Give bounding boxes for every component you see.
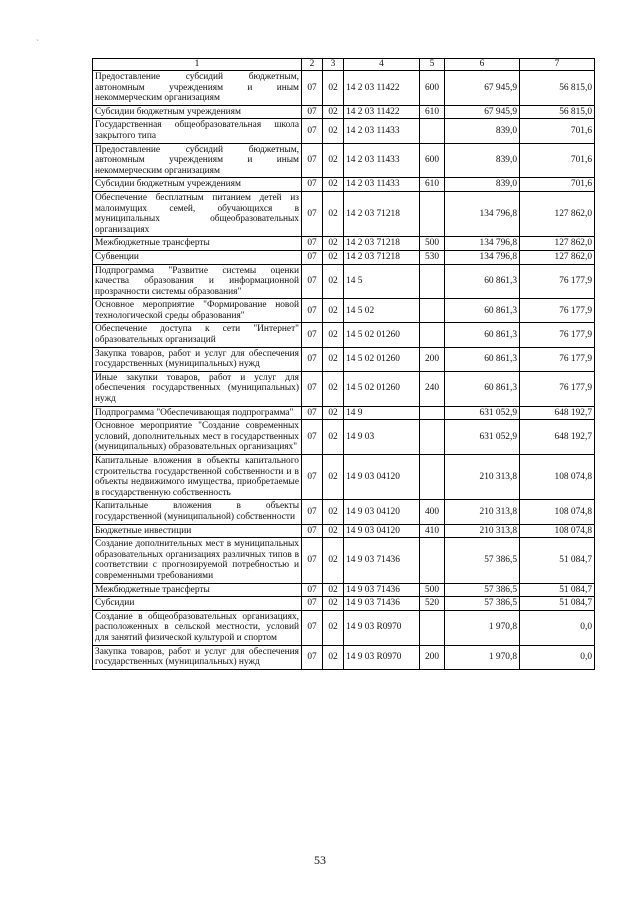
cell-name: Создание дополнительных мест в муниципальных образовательных организациях различных типов в соответствии с прогнозируемой потребностью и современными требованиями xyxy=(93,538,302,583)
cell-section: 07 xyxy=(302,597,323,611)
cell-target-article: 14 9 03 71436 xyxy=(344,583,420,597)
cell-amount-year1: 60 861,3 xyxy=(445,299,520,323)
cell-amount-year2: 127 862,0 xyxy=(520,250,595,264)
cell-target-article: 14 2 03 11422 xyxy=(344,71,420,106)
column-header: 4 xyxy=(344,59,420,71)
cell-amount-year1: 134 796,8 xyxy=(445,191,520,236)
cell-amount-year1: 839,0 xyxy=(445,119,520,143)
cell-name: Предоставление субсидий бюджетным, автономным учреждениям и иным некоммерческим организациям xyxy=(93,143,302,178)
cell-section: 07 xyxy=(302,610,323,645)
cell-target-article: 14 9 03 71436 xyxy=(344,538,420,583)
cell-subsection: 02 xyxy=(323,500,344,524)
cell-section: 07 xyxy=(302,323,323,347)
cell-section: 07 xyxy=(302,406,323,420)
cell-section: 07 xyxy=(302,237,323,251)
cell-amount-year1: 57 386,5 xyxy=(445,597,520,611)
cell-amount-year2: 76 177,9 xyxy=(520,299,595,323)
cell-subsection: 02 xyxy=(323,191,344,236)
table-row xyxy=(93,347,595,371)
cell-section: 07 xyxy=(302,119,323,143)
cell-name: Основное мероприятие "Формирование новой технологической среды образования" xyxy=(93,299,302,323)
cell-target-article: 14 2 03 11433 xyxy=(344,143,420,178)
cell-target-article: 14 9 xyxy=(344,406,420,420)
table-row xyxy=(93,524,595,538)
cell-amount-year1: 60 861,3 xyxy=(445,264,520,299)
cell-name: Обеспечение доступа к сети "Интернет" образовательных организаций xyxy=(93,323,302,347)
cell-section: 07 xyxy=(302,347,323,371)
table-row xyxy=(93,264,595,299)
cell-expense-type xyxy=(420,323,445,347)
cell-target-article: 14 2 03 71218 xyxy=(344,191,420,236)
cell-section: 07 xyxy=(302,143,323,178)
cell-amount-year1: 839,0 xyxy=(445,178,520,192)
cell-amount-year2: 51 084,7 xyxy=(520,538,595,583)
cell-expense-type xyxy=(420,420,445,455)
cell-subsection: 02 xyxy=(323,583,344,597)
cell-amount-year2: 76 177,9 xyxy=(520,264,595,299)
cell-expense-type: 610 xyxy=(420,178,445,192)
table-row xyxy=(93,119,595,143)
cell-amount-year2: 76 177,9 xyxy=(520,371,595,406)
table-row xyxy=(93,105,595,119)
cell-amount-year2: 76 177,9 xyxy=(520,347,595,371)
cell-section: 07 xyxy=(302,191,323,236)
cell-expense-type: 500 xyxy=(420,237,445,251)
cell-expense-type: 400 xyxy=(420,500,445,524)
table-row xyxy=(93,143,595,178)
table-row xyxy=(93,583,595,597)
cell-amount-year1: 60 861,3 xyxy=(445,371,520,406)
cell-name: Закупка товаров, работ и услуг для обеспечения государственных (муниципальных) нужд xyxy=(93,347,302,371)
cell-expense-type: 600 xyxy=(420,71,445,106)
cell-amount-year1: 631 052,9 xyxy=(445,420,520,455)
cell-amount-year1: 67 945,9 xyxy=(445,71,520,106)
cell-amount-year2: 701,6 xyxy=(520,178,595,192)
budget-table xyxy=(92,58,595,670)
column-header: 5 xyxy=(420,59,445,71)
cell-amount-year1: 67 945,9 xyxy=(445,105,520,119)
cell-target-article: 14 2 03 71218 xyxy=(344,250,420,264)
cell-name: Закупка товаров, работ и услуг для обеспечения государственных (муниципальных) нужд xyxy=(93,645,302,669)
cell-amount-year2: 108 074,8 xyxy=(520,524,595,538)
cell-subsection: 02 xyxy=(323,264,344,299)
cell-section: 07 xyxy=(302,71,323,106)
cell-amount-year1: 60 861,3 xyxy=(445,323,520,347)
cell-amount-year1: 57 386,5 xyxy=(445,583,520,597)
table-row xyxy=(93,178,595,192)
cell-target-article: 14 9 03 R0970 xyxy=(344,645,420,669)
table-row xyxy=(93,500,595,524)
cell-subsection: 02 xyxy=(323,347,344,371)
cell-target-article: 14 5 02 01260 xyxy=(344,323,420,347)
cell-amount-year2: 51 084,7 xyxy=(520,583,595,597)
table-row xyxy=(93,371,595,406)
table-row xyxy=(93,71,595,106)
cell-name: Бюджетные инвестиции xyxy=(93,524,302,538)
column-header: 2 xyxy=(302,59,323,71)
cell-target-article: 14 2 03 11422 xyxy=(344,105,420,119)
cell-name: Обеспечение бесплатным питанием детей из малоимущих семей, обучающихся в муниципальных общеобразовательных организациях xyxy=(93,191,302,236)
cell-section: 07 xyxy=(302,645,323,669)
cell-target-article: 14 9 03 R0970 xyxy=(344,610,420,645)
cell-amount-year2: 56 815,0 xyxy=(520,105,595,119)
table-row xyxy=(93,420,595,455)
cell-amount-year2: 108 074,8 xyxy=(520,455,595,500)
cell-section: 07 xyxy=(302,500,323,524)
cell-expense-type: 520 xyxy=(420,597,445,611)
cell-name: Предоставление субсидий бюджетным, автономным учреждениям и иным некоммерческим организациям xyxy=(93,71,302,106)
cell-subsection: 02 xyxy=(323,538,344,583)
page-number: 53 xyxy=(314,853,326,867)
table-row xyxy=(93,250,595,264)
table-row xyxy=(93,191,595,236)
cell-amount-year2: 0,0 xyxy=(520,610,595,645)
cell-name: Капитальные вложения в объекты капитального строительства государственной собственности и в объекты недвижимого имущества, приобретаемые в государственную собственность xyxy=(93,455,302,500)
cell-amount-year1: 631 052,9 xyxy=(445,406,520,420)
cell-subsection: 02 xyxy=(323,71,344,106)
cell-expense-type xyxy=(420,264,445,299)
cell-target-article: 14 5 xyxy=(344,264,420,299)
cell-expense-type: 200 xyxy=(420,347,445,371)
cell-name: Межбюджетные трансферты xyxy=(93,237,302,251)
cell-amount-year1: 60 861,3 xyxy=(445,347,520,371)
cell-section: 07 xyxy=(302,250,323,264)
cell-target-article: 14 2 03 11433 xyxy=(344,119,420,143)
cell-section: 07 xyxy=(302,105,323,119)
cell-target-article: 14 5 02 01260 xyxy=(344,371,420,406)
table-row xyxy=(93,323,595,347)
cell-name: Иные закупки товаров, работ и услуг для обеспечения государственных (муниципальных) нужд xyxy=(93,371,302,406)
cell-amount-year2: 127 862,0 xyxy=(520,191,595,236)
cell-subsection: 02 xyxy=(323,371,344,406)
cell-target-article: 14 9 03 04120 xyxy=(344,524,420,538)
table-row xyxy=(93,597,595,611)
cell-section: 07 xyxy=(302,264,323,299)
cell-expense-type xyxy=(420,119,445,143)
cell-subsection: 02 xyxy=(323,420,344,455)
cell-amount-year2: 56 815,0 xyxy=(520,71,595,106)
cell-amount-year1: 1 970,8 xyxy=(445,610,520,645)
cell-expense-type: 600 xyxy=(420,143,445,178)
cell-target-article: 14 9 03 04120 xyxy=(344,455,420,500)
cell-target-article: 14 2 03 71218 xyxy=(344,237,420,251)
cell-target-article: 14 5 02 xyxy=(344,299,420,323)
cell-amount-year2: 0,0 xyxy=(520,645,595,669)
cell-name: Основное мероприятие "Создание современных условий, дополнительных мест в государственных (муниципальных) образовательных организациях" xyxy=(93,420,302,455)
cell-section: 07 xyxy=(302,371,323,406)
table-body xyxy=(93,71,595,670)
cell-amount-year2: 701,6 xyxy=(520,143,595,178)
cell-expense-type xyxy=(420,610,445,645)
cell-name: Субсидии бюджетным учреждениям xyxy=(93,178,302,192)
table-row xyxy=(93,610,595,645)
cell-subsection: 02 xyxy=(323,455,344,500)
cell-name: Подпрограмма "Развитие системы оценки качества образования и информационной прозрачности системы образования" xyxy=(93,264,302,299)
cell-subsection: 02 xyxy=(323,105,344,119)
cell-expense-type: 610 xyxy=(420,105,445,119)
table-row xyxy=(93,237,595,251)
cell-expense-type xyxy=(420,191,445,236)
cell-section: 07 xyxy=(302,178,323,192)
cell-subsection: 02 xyxy=(323,178,344,192)
cell-name: Создание в общеобразовательных организациях, расположенных в сельской местности, условий для занятий физической культурой и спортом xyxy=(93,610,302,645)
table-row xyxy=(93,538,595,583)
cell-target-article: 14 9 03 xyxy=(344,420,420,455)
cell-subsection: 02 xyxy=(323,143,344,178)
cell-name: Межбюджетные трансферты xyxy=(93,583,302,597)
table-row xyxy=(93,645,595,669)
cell-expense-type xyxy=(420,455,445,500)
cell-target-article: 14 9 03 04120 xyxy=(344,500,420,524)
cell-section: 07 xyxy=(302,583,323,597)
cell-expense-type: 200 xyxy=(420,645,445,669)
cell-expense-type: 410 xyxy=(420,524,445,538)
cell-target-article: 14 9 03 71436 xyxy=(344,597,420,611)
cell-section: 07 xyxy=(302,538,323,583)
cell-section: 07 xyxy=(302,455,323,500)
cell-subsection: 02 xyxy=(323,406,344,420)
corner-mark: ` xyxy=(36,38,39,48)
cell-expense-type xyxy=(420,406,445,420)
table-row xyxy=(93,299,595,323)
cell-subsection: 02 xyxy=(323,524,344,538)
cell-amount-year2: 648 192,7 xyxy=(520,406,595,420)
cell-amount-year1: 210 313,8 xyxy=(445,500,520,524)
cell-amount-year2: 51 084,7 xyxy=(520,597,595,611)
cell-name: Капитальные вложения в объекты государственной (муниципальной) собственности xyxy=(93,500,302,524)
cell-target-article: 14 2 03 11433 xyxy=(344,178,420,192)
cell-name: Субсидии xyxy=(93,597,302,611)
cell-name: Государственная общеобразовательная школа закрытого типа xyxy=(93,119,302,143)
cell-amount-year1: 1 970,8 xyxy=(445,645,520,669)
cell-amount-year2: 108 074,8 xyxy=(520,500,595,524)
cell-section: 07 xyxy=(302,299,323,323)
table-header-row xyxy=(93,59,595,71)
column-header: 3 xyxy=(323,59,344,71)
cell-expense-type: 500 xyxy=(420,583,445,597)
cell-expense-type xyxy=(420,538,445,583)
table-row xyxy=(93,406,595,420)
cell-amount-year2: 648 192,7 xyxy=(520,420,595,455)
cell-target-article: 14 5 02 01260 xyxy=(344,347,420,371)
cell-amount-year2: 76 177,9 xyxy=(520,323,595,347)
cell-amount-year1: 57 386,5 xyxy=(445,538,520,583)
cell-expense-type: 240 xyxy=(420,371,445,406)
cell-expense-type: 530 xyxy=(420,250,445,264)
cell-section: 07 xyxy=(302,420,323,455)
cell-expense-type xyxy=(420,299,445,323)
cell-amount-year1: 134 796,8 xyxy=(445,250,520,264)
cell-subsection: 02 xyxy=(323,597,344,611)
cell-name: Субсидии бюджетным учреждениям xyxy=(93,105,302,119)
column-header: 1 xyxy=(93,59,302,71)
cell-subsection: 02 xyxy=(323,645,344,669)
cell-section: 07 xyxy=(302,524,323,538)
cell-subsection: 02 xyxy=(323,299,344,323)
cell-amount-year1: 134 796,8 xyxy=(445,237,520,251)
cell-subsection: 02 xyxy=(323,237,344,251)
cell-amount-year1: 210 313,8 xyxy=(445,524,520,538)
cell-name: Подпрограмма "Обеспечивающая подпрограмма" xyxy=(93,406,302,420)
cell-amount-year1: 210 313,8 xyxy=(445,455,520,500)
table-row xyxy=(93,455,595,500)
cell-amount-year1: 839,0 xyxy=(445,143,520,178)
cell-subsection: 02 xyxy=(323,119,344,143)
column-header: 7 xyxy=(520,59,595,71)
cell-name: Субвенции xyxy=(93,250,302,264)
cell-subsection: 02 xyxy=(323,250,344,264)
column-header: 6 xyxy=(445,59,520,71)
cell-amount-year2: 127 862,0 xyxy=(520,237,595,251)
cell-subsection: 02 xyxy=(323,610,344,645)
cell-amount-year2: 701,6 xyxy=(520,119,595,143)
cell-subsection: 02 xyxy=(323,323,344,347)
